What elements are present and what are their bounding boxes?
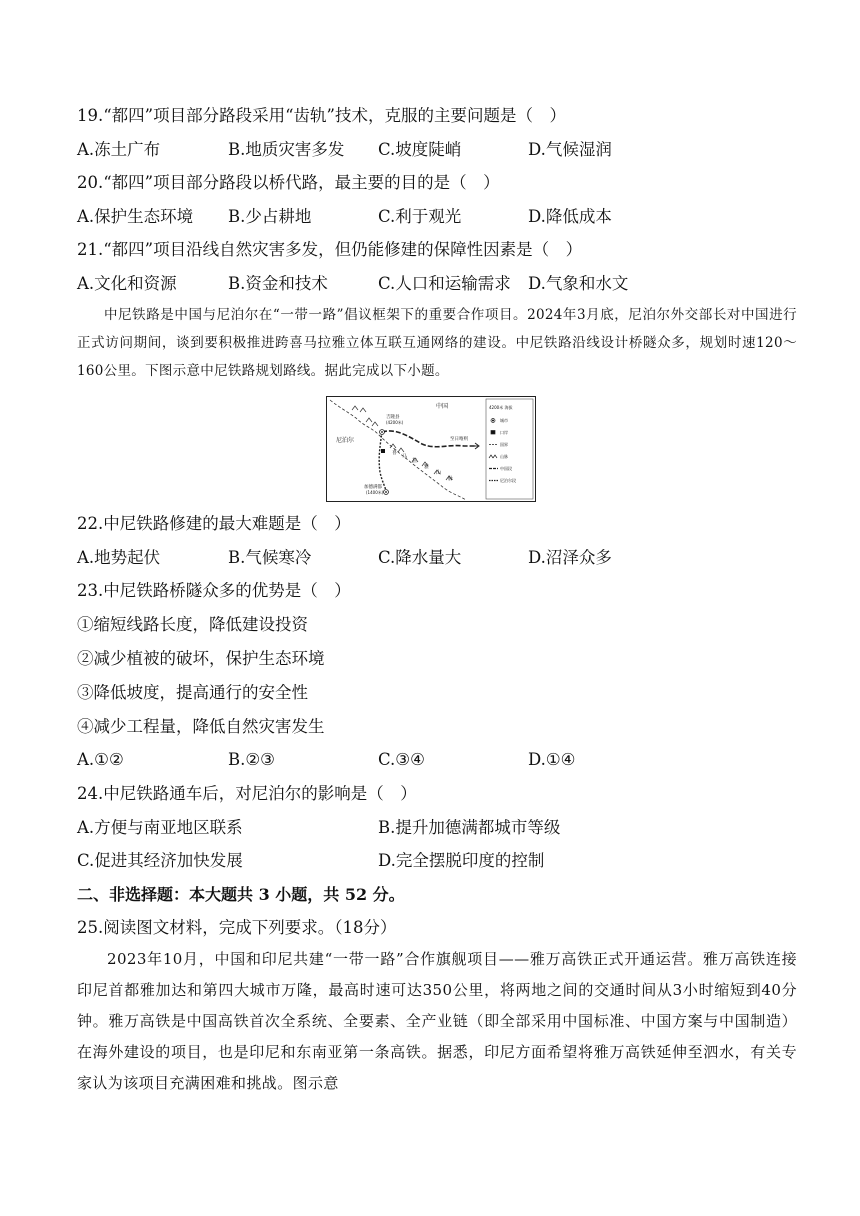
map-label-jilong-elev: (4200米) <box>386 420 404 425</box>
mountain-char-3: 拉 <box>412 458 418 464</box>
q22-option-c: C.降水量大 <box>378 548 462 567</box>
q19-option-a: A.冻土广布 <box>77 140 161 159</box>
section-heading-non-choice: 二、非选择题：本大题共 3 小题，共 52 分。 <box>77 885 405 904</box>
q23-option-c: C.③④ <box>378 750 425 769</box>
q19-option-d: D.气候湿润 <box>528 140 612 159</box>
q19-option-b: B.地质灾害多发 <box>228 140 345 159</box>
question-21-stem: 21.“都四”项目沿线自然灾害多发，但仍能修建的保障性因素是（ ） <box>77 240 583 259</box>
mountain-char-2: 马 <box>402 454 408 460</box>
question-25-stem: 25.阅读图文材料，完成下列要求。（18分） <box>77 918 397 937</box>
q23-option-d: D.①④ <box>528 750 576 769</box>
q22-option-d: D.沼泽众多 <box>528 548 612 567</box>
passage-china-nepal-railway: 中尼铁路是中国与尼泊尔在“一带一路”倡议框架下的重要合作项目。2024年3月底，尼泊尔外交部长对中国进行正式访问期间，谈到要积极推进跨喜马拉雅立体互联互通网络的建设。中尼铁路沿线设计桥隧众多，规划时速120～160公里。下图示意中尼铁路规划路线。据此完成以下小题。 <box>77 307 797 379</box>
question-24-stem: 24.中尼铁路通车后，对尼泊尔的影响是（ ） <box>77 784 417 803</box>
legend-mountain: 山脉 <box>500 454 508 459</box>
mountain-char-1: 喜 <box>392 450 398 456</box>
q22-option-a: A.地势起伏 <box>77 548 161 567</box>
map-label-china: 中国 <box>436 403 449 410</box>
question-22-stem: 22.中尼铁路修建的最大难题是（ ） <box>77 514 351 533</box>
q21-option-c: C.人口和运输需求 <box>378 274 511 293</box>
passage-jakarta-bandung-rail: 2023年10月，中国和印尼共建“一带一路”合作旗舰项目——雅万高铁正式开通运营。雅万高铁连接印尼首都雅加达和第四大城市万隆，最高时速可达350公里，将两地之间的交通时间从3小时缩短到40分钟。雅万高铁是中国高铁首次全系统、全要素、全产业链（即全部采用中国标准、中国方案与中国制造）在海外建设的项目，也是印尼和东南亚第一条高铁。据悉，印尼方面希望将雅万高铁延伸至泗水，有关专家认为该项目充满困难和挑战。图示意 <box>77 950 797 1092</box>
railway-route-map <box>326 396 536 502</box>
map-label-jilong: 吉隆县 <box>386 415 400 420</box>
q23-option-b: B.②③ <box>228 750 275 769</box>
question-19-stem: 19.“都四”项目部分路段采用“齿轨”技术，克服的主要问题是（ ） <box>77 106 566 125</box>
q23-option-a: A.①② <box>77 750 124 769</box>
q24-option-d: D.完全摆脱印度的控制 <box>378 851 545 870</box>
legend-elevation: 4200米 海拔 <box>489 405 513 410</box>
q23-statement-4: ④减少工程量，降低自然灾害发生 <box>77 717 325 736</box>
q24-option-a: A.方便与南亚地区联系 <box>77 818 243 837</box>
question-23-stem: 23.中尼铁路桥隧众多的优势是（ ） <box>77 581 351 600</box>
legend-border: 国界 <box>500 442 508 447</box>
legend-china-section: 中国段 <box>500 466 512 471</box>
mountain-char-4: 雅 <box>424 464 430 470</box>
q20-option-d: D.降低成本 <box>528 207 612 226</box>
map-label-kathmandu-elev: (1400米) <box>366 490 384 495</box>
q24-option-b: B.提升加德满都城市等级 <box>378 818 561 837</box>
legend-port: 口岸 <box>500 430 508 435</box>
q21-option-b: B.资金和技术 <box>228 274 328 293</box>
q21-option-a: A.文化和资源 <box>77 274 177 293</box>
q23-statement-3: ③降低坡度，提高通行的安全性 <box>77 683 308 702</box>
port-marker <box>381 449 385 453</box>
q20-option-b: B.少占耕地 <box>228 207 312 226</box>
q20-option-a: A.保护生态环境 <box>77 207 194 226</box>
q20-option-c: C.利于观光 <box>378 207 462 226</box>
mountain-char-5: 山 <box>436 470 442 476</box>
q23-statement-2: ②减少植被的破坏，保护生态环境 <box>77 649 325 668</box>
q22-option-b: B.气候寒冷 <box>228 548 312 567</box>
q24-option-c: C.促进其经济加快发展 <box>77 851 243 870</box>
question-20-stem: 20.“都四”项目部分路段以桥代路，最主要的目的是（ ） <box>77 173 500 192</box>
q23-statement-1: ①缩短线路长度，降低建设投资 <box>77 615 308 634</box>
map-label-kathmandu: 加德满都 <box>364 485 382 490</box>
legend-nepal-section: 尼泊尔段 <box>500 478 516 483</box>
map-label-to-shigatse: 至日喀则 <box>450 437 468 442</box>
q19-option-c: C.坡度陡峭 <box>378 140 462 159</box>
mountain-char-6: 脉 <box>448 476 454 482</box>
legend-city: 城市 <box>500 418 508 423</box>
q21-option-d: D.气象和水文 <box>528 274 629 293</box>
map-label-nepal-1: 尼泊尔 <box>336 437 355 444</box>
map-legend-box <box>486 399 533 499</box>
